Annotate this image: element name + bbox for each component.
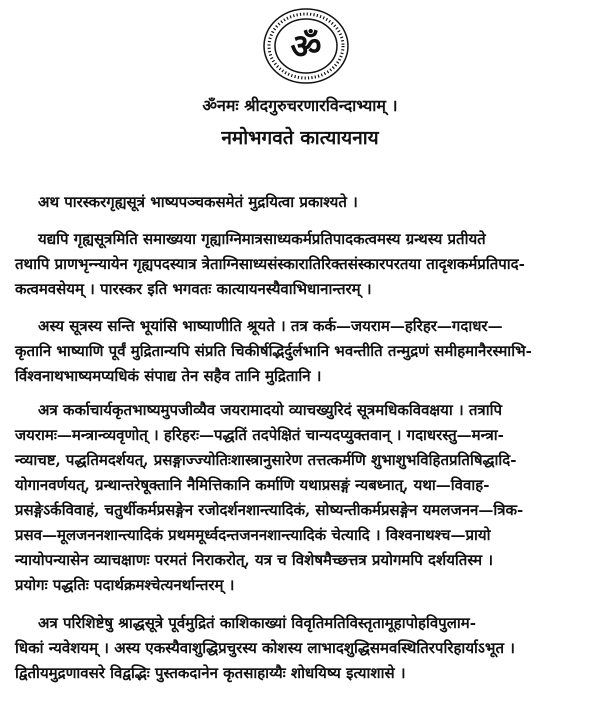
text-line: अत्र कर्काचार्यकृतभाष्यमुपजीव्यैव जयरामादयो व्याचख्युरिदं सूत्रमधिकविवक्षया । तत्रापि — [38, 401, 502, 419]
om-emblem-icon — [262, 6, 350, 86]
text-line: र्विश्वनाथभाष्यमप्यधिकं संपाद्य तेन सहैव तानि मुद्रितानि । — [15, 367, 322, 385]
text-line: जयरामः—मन्त्रान्व्यवृणोत् । हरिहरः—पद्धतिं तदपेक्षितं चान्यदप्युक्तवान् । गदाधरस्तु—मन्त्रा- — [15, 426, 504, 444]
text-line: यद्यपि गृह्यसूत्रमिति समाख्यया गृह्याग्निमात्रसाध्यकर्मप्रतिपादकत्वमस्य ग्रन्थस्य प्रतीयते — [38, 230, 486, 248]
text-line: अथ पारस्करगृह्यसूत्रं भाष्यपञ्चकसमेतं मुद्रयित्वा प्रकाश्यते । — [38, 193, 358, 211]
text-line: योगानवर्णयत्, ग्रन्थान्तरेषूक्तानि नैमित्तिकानि कर्माणि यथाप्रसङ्गं न्यबध्नात्, यथा—विवाह- — [15, 476, 490, 494]
text-line: न्व्याचष्ट, पद्धतिमदर्शयत्, प्रसङ्गाज्ज्योतिःशास्त्रानुसारेण तत्तत्कर्मणि शुभाशुभविहितप्रतिषिद्धादि- — [15, 451, 517, 469]
om-symbol: ॐ — [290, 27, 322, 67]
invocation-line: ॐनमः श्रीदगुरुचरणारविन्दाभ्याम् । — [202, 96, 398, 115]
page-title: नमोभगवते कात्यायनाय — [221, 127, 379, 149]
text-line: न्यायोपन्यासेन व्याचक्षाणः परमतं निराकरोत्, यत्र च विशेषमैच्छत्तत्र प्रयोगमपि दर्शयतिस्म । — [15, 551, 494, 569]
text-line: प्रयोगः पद्धतिः पदार्थक्रमश्चेत्यनर्थान्तरम् । — [15, 576, 235, 594]
text-line: धिकां न्यवेशयम् । अस्य एकस्यैवाशुद्धिप्रचुरस्य कोशस्य लाभादशुद्धिसमवस्थितिरपरिहार्याऽभूत । — [15, 639, 515, 657]
text-line: कत्वमवसेयम् । पारस्कर इति भगवतः कात्यायनस्यैवाभिधानान्तरम् । — [15, 280, 372, 298]
text-line: द्वितीयमुद्रणावसरे विद्वद्भिः पुस्तकदानेन कृतसाहाय्यैः शोधयिष्य इत्याशासे । — [15, 664, 406, 682]
text-line: प्रसव—मूलजननशान्त्यादिकं प्रथममूर्ध्वदन्तजननशान्त्यादिकं चेत्यादि । विश्वनाथश्च—प्रायो — [15, 526, 491, 544]
text-line: कृतानि भाष्याणि पूर्वं मुद्रितान्यपि संप्रति चिकीर्षद्भिर्दुर्लभानि भवन्तीति तन्मुद्रणं समीहमानैरस्माभि- — [15, 342, 532, 360]
text-line: अत्र परिशिष्टेषु श्राद्धसूत्रे पूर्वमुद्रितं काशिकाख्यां विवृतिमतिविस्तृतामूहापोहविपुलाम- — [38, 614, 476, 632]
text-line: अस्य सूत्रस्य सन्ति भूयांसि भाष्याणीति श्रूयते । तत्र कर्क—जयराम—हरिहर—गदाधर— — [38, 317, 503, 335]
text-line: प्रसङ्गेऽर्कविवाहं, चतुर्थीकर्मप्रसङ्गेन रजोदर्शनशान्त्यादिकं, सोष्यन्तीकर्मप्रसङ्गेन यमलजनन—त्रिक- — [15, 501, 524, 519]
text-line: तथापि प्राणभृन्न्यायेन गृह्यपदस्यात्र त्रेताग्निसाध्यसंस्कारातिरिक्तसंस्कारपरतया तादृशकर्मप्रतिपाद- — [15, 255, 525, 273]
